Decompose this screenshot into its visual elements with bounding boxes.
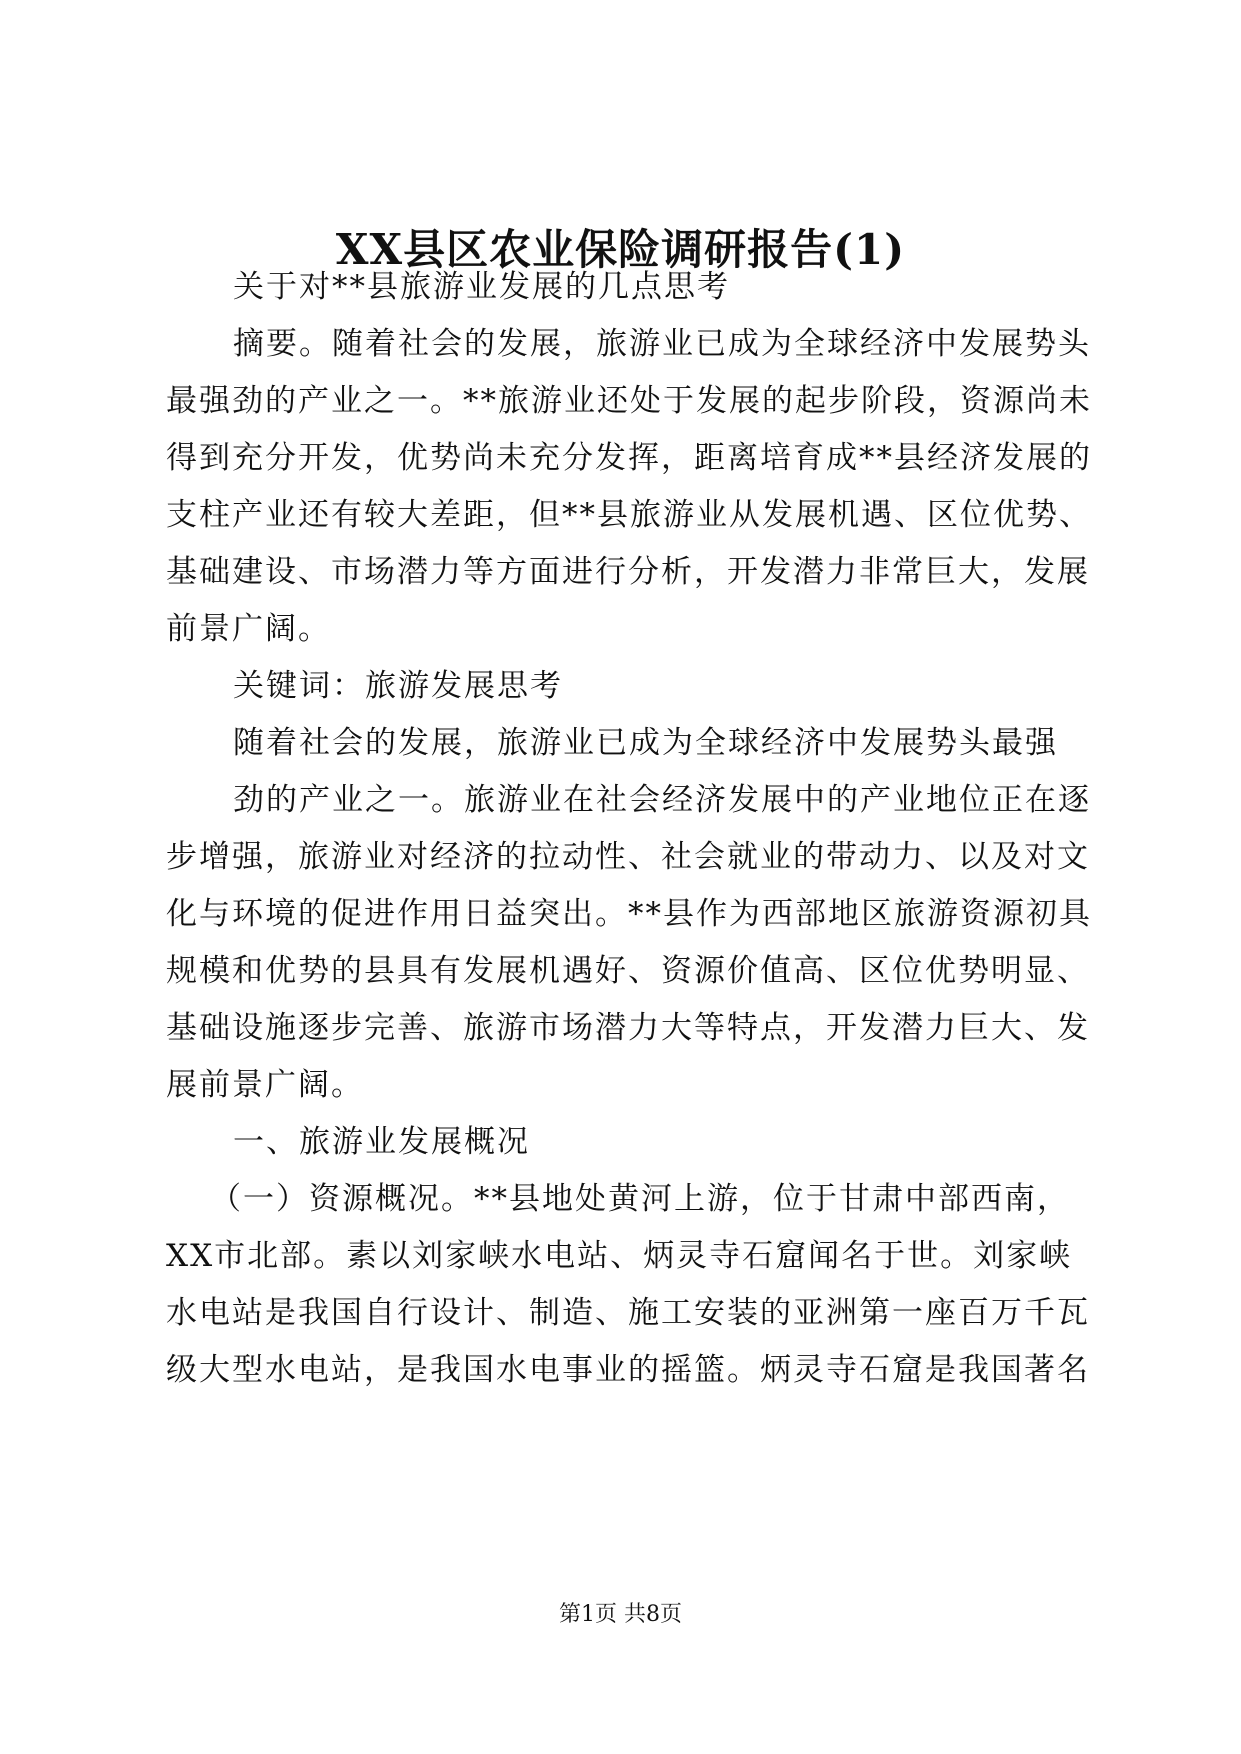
body-line: 随着社会的发展，旅游业已成为全球经济中发展势头最强 [233,725,1058,761]
document-title: XX县区农业保险调研报告(1) [335,225,906,274]
abstract-line: 支柱产业还有较大差距，但**县旅游业从发展机遇、区位优势、 [166,497,1092,533]
page-footer: 第1页 共8页 [559,1602,682,1627]
body-line: 级大型水电站，是我国水电事业的摇篮。炳灵寺石窟是我国著名 [166,1352,1090,1388]
body-line: 劲的产业之一。旅游业在社会经济发展中的产业地位正在逐 [233,782,1091,818]
section-heading: 一、旅游业发展概况 [233,1124,530,1160]
abstract-line: 摘要。随着社会的发展，旅游业已成为全球经济中发展势头 [233,326,1091,362]
body-line: XX市北部。素以刘家峡水电站、炳灵寺石窟闻名于世。刘家峡 [166,1238,1073,1274]
abstract-line: 最强劲的产业之一。**旅游业还处于发展的起步阶段，资源尚未 [166,383,1092,419]
abstract-line: 前景广阔。 [166,611,331,647]
abstract-line: 得到充分开发，优势尚未充分发挥，距离培育成**县经济发展的 [166,440,1092,476]
body-line: 展前景广阔。 [166,1067,364,1103]
body-line: 化与环境的促进作用日益突出。**县作为西部地区旅游资源初具 [166,896,1092,932]
body-line: 水电站是我国自行设计、制造、施工安装的亚洲第一座百万千瓦 [166,1295,1090,1331]
body-line: （一）资源概况。**县地处黄河上游，位于甘肃中部西南， [210,1181,1070,1217]
subtitle-line: 关于对**县旅游业发展的几点思考 [233,269,730,305]
body-line: 基础设施逐步完善、旅游市场潜力大等特点，开发潜力巨大、发 [166,1010,1090,1046]
abstract-line: 基础建设、市场潜力等方面进行分析，开发潜力非常巨大，发展 [166,554,1090,590]
keywords-line: 关键词：旅游发展思考 [233,668,563,704]
body-line: 步增强，旅游业对经济的拉动性、社会就业的带动力、以及对文 [166,839,1090,875]
body-line: 规模和优势的县具有发展机遇好、资源价值高、区位优势明显、 [166,953,1090,989]
